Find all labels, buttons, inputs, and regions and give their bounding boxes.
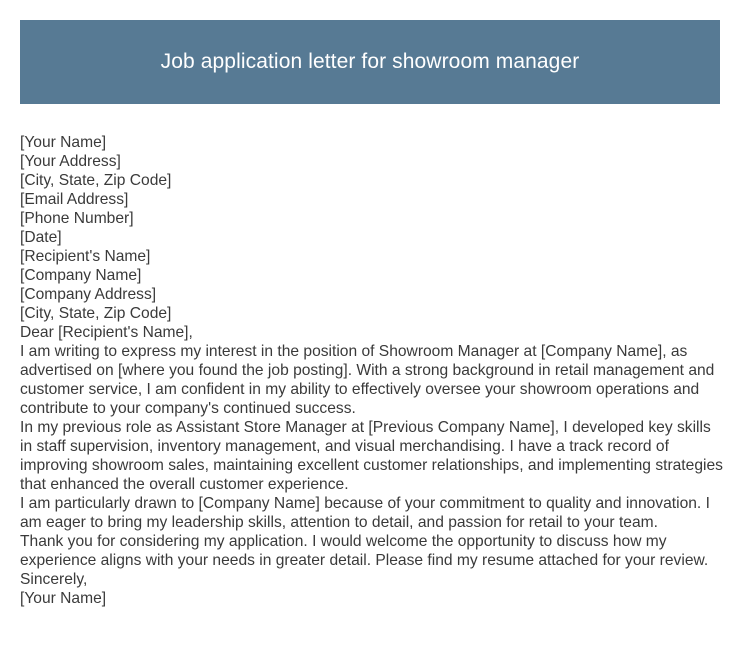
sender-address: [Your Address] [20, 153, 121, 170]
sender-city-state-zip: [City, State, Zip Code] [20, 172, 172, 189]
recipient-address: [Company Address] [20, 286, 157, 303]
recipient-name: [Recipient's Name] [20, 248, 151, 265]
letter-date: [Date] [20, 229, 62, 246]
sender-name: [Your Name] [20, 134, 107, 151]
page-title: Job application letter for showroom manager [160, 50, 580, 73]
paragraph-motivation: I am particularly drawn to [Company Name] because of your commitment to quality and innovation. I am eager to bring my leadership skills, attention to detail, and passion for retail to your team. [20, 495, 710, 531]
title-banner [20, 20, 720, 104]
recipient-company: [Company Name] [20, 267, 142, 284]
letter-body [20, 133, 725, 608]
signature: [Your Name] [20, 590, 107, 607]
salutation: Dear [Recipient's Name], [20, 324, 193, 341]
paragraph-thanks: Thank you for considering my application. I would welcome the opportunity to discuss how my experience aligns with your needs in greater detail. Please find my resume attached for your review. [20, 533, 709, 569]
sender-phone: [Phone Number] [20, 210, 134, 227]
closing: Sincerely, [20, 571, 88, 588]
recipient-city-state-zip: [City, State, Zip Code] [20, 305, 172, 322]
paragraph-experience: In my previous role as Assistant Store Manager at [Previous Company Name], I developed key skills in staff supervision, inventory management, and visual merchandising. I have a track record of improving showroom sales, maintaining excellent customer relationships, and implementing strategies that enhanced the overall customer experience. [20, 419, 723, 493]
sender-email: [Email Address] [20, 191, 129, 208]
paragraph-intro: I am writing to express my interest in the position of Showroom Manager at [Company Name], as advertised on [where you found the job posting]. With a strong background in retail management and customer service, I am confident in my ability to effectively oversee your showroom operations and contribute to your company's continued success. [20, 343, 715, 417]
